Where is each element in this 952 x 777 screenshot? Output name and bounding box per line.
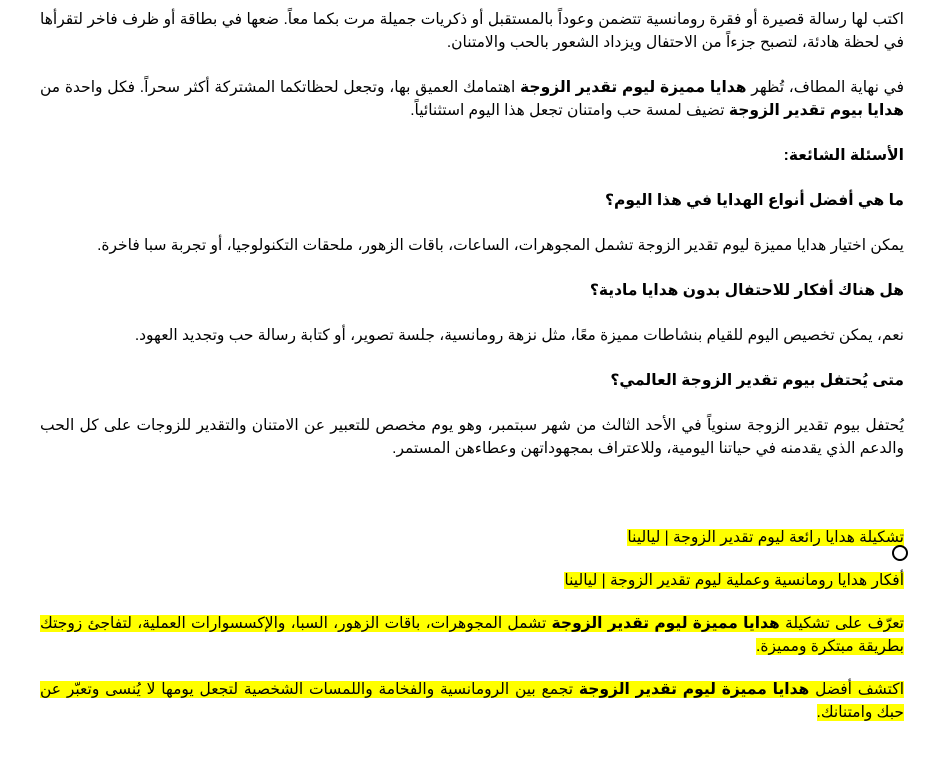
highlighted-title-1-text: تشكيلة هدايا رائعة ليوم تقدير الزوجة | ليالينا	[627, 529, 904, 546]
faq-question-3: متى يُحتفل بيوم تقدير الزوجة العالمي؟	[610, 372, 904, 389]
highlighted-desc-2-text-2: تجمع بين الرومانسية والفخامة واللمسات الشخصية لتجعل يومها لا يُنسى وتعبّر عن حبك وامتنانك.	[40, 681, 904, 721]
faq-answer-1: يمكن اختيار هدايا مميزة ليوم تقدير الزوجة تشمل المجوهرات، الساعات، باقات الزهور، ملحقات التكنولوجيا، أو تجربة سبا فاخرة.	[97, 237, 904, 254]
circle-cursor-icon	[892, 545, 908, 561]
highlighted-title-2	[40, 569, 904, 592]
highlighted-desc-2-keyword: هدايا مميزة ليوم تقدير الزوجة	[578, 681, 810, 698]
faq-title: الأسئلة الشائعة:	[783, 147, 904, 164]
highlighted-desc-1-text-1: تعرّف على تشكيلة	[779, 615, 904, 632]
paragraph-letter-tip: اكتب لها رسالة قصيرة أو فقرة رومانسية تتضمن وعوداً بالمستقبل أو ذكريات جميلة مرت بكما معاً. ضعها في بطاقة أو ظرف فاخر لتقرأها في لحظة هادئة، لتصبح جزءاً من الاحتفال ويزداد الشعور بالحب والامتنان.	[40, 11, 904, 51]
faq-answer-2: نعم، يمكن تخصيص اليوم للقيام بنشاطات مميزة معًا، مثل نزهة رومانسية، جلسة تصوير، أو كتابة رسالة حب وتجديد العهود.	[134, 327, 904, 344]
conclusion-keyword-2: هدايا بيوم تقدير الزوجة	[728, 102, 904, 119]
highlighted-description-1	[40, 612, 904, 658]
highlighted-description-2	[40, 678, 904, 724]
conclusion-text-1: في نهاية المطاف، تُظهر	[746, 79, 904, 96]
highlighted-desc-1-text-2: تشمل المجوهرات، باقات الزهور، السبا، والإكسسوارات العملية، لتفاجئ زوجتك بطريقة مبتكرة ومميزة.	[40, 615, 904, 655]
highlighted-desc-1-keyword: هدايا مميزة ليوم تقدير الزوجة	[551, 615, 780, 632]
faq-answer-3: يُحتفل بيوم تقدير الزوجة سنوياً في الأحد الثالث من شهر سبتمبر، وهو يوم مخصص للتعبير عن الامتنان والتقدير للزوجات على كل الحب والدعم الذي يقدمنه في حياتنا اليومية، وللاعتراف بمجهوداتهن وعطاءهن المستمر.	[40, 417, 904, 457]
paragraph-conclusion	[40, 76, 904, 122]
faq-question-2: هل هناك أفكار للاحتفال بدون هدايا مادية؟	[589, 282, 904, 299]
highlighted-desc-2-text-1: اكتشف أفضل	[809, 681, 904, 698]
conclusion-text-3: تضيف لمسة حب وامتنان تجعل هذا اليوم استثنائياً.	[410, 102, 729, 119]
conclusion-text-2: اهتمامك العميق بها، وتجعل لحظاتكما المشتركة أكثر سحراً. فكل واحدة من	[40, 79, 521, 96]
highlighted-title-1	[40, 526, 904, 549]
faq-question-1: ما هي أفضل أنواع الهدايا في هذا اليوم؟	[605, 192, 904, 209]
highlighted-title-2-text: أفكار هدايا رومانسية وعملية ليوم تقدير الزوجة | ليالينا	[564, 572, 904, 589]
conclusion-keyword-1: هدايا مميزة ليوم تقدير الزوجة	[520, 79, 747, 96]
